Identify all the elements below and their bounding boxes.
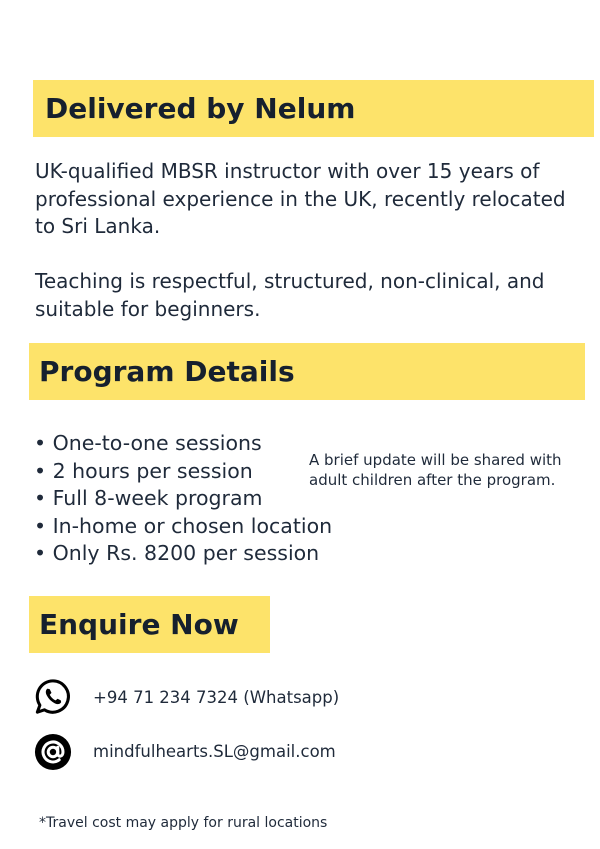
travel-cost-footnote: *Travel cost may apply for rural locations — [39, 815, 328, 831]
update-note: A brief update will be shared with adult children after the program. — [309, 451, 562, 489]
program-details-list — [34, 430, 332, 568]
email-address[interactable]: mindfulhearts.SL@gmail.com — [93, 742, 336, 761]
list-item: • 2 hours per session — [34, 458, 332, 486]
phone-number[interactable]: +94 71 234 7324 (Whatsapp) — [93, 688, 340, 707]
list-item: • Only Rs. 8200 per session — [34, 540, 332, 568]
instructor-heading: Delivered by Nelum — [33, 80, 594, 137]
instructor-description: UK-qualified MBSR instructor with over 15 years of professional experience in the UK, recently relocated to Sri Lanka. — [35, 159, 566, 238]
whatsapp-icon — [34, 678, 72, 716]
program-heading: Program Details — [29, 343, 585, 400]
teaching-description: Teaching is respectful, structured, non-clinical, and suitable for beginners. — [35, 269, 545, 321]
at-sign-icon — [34, 733, 72, 771]
list-item: • In-home or chosen location — [34, 513, 332, 541]
list-item: • One-to-one sessions — [34, 430, 332, 458]
list-item: • Full 8-week program — [34, 485, 332, 513]
enquire-heading: Enquire Now — [29, 596, 270, 653]
